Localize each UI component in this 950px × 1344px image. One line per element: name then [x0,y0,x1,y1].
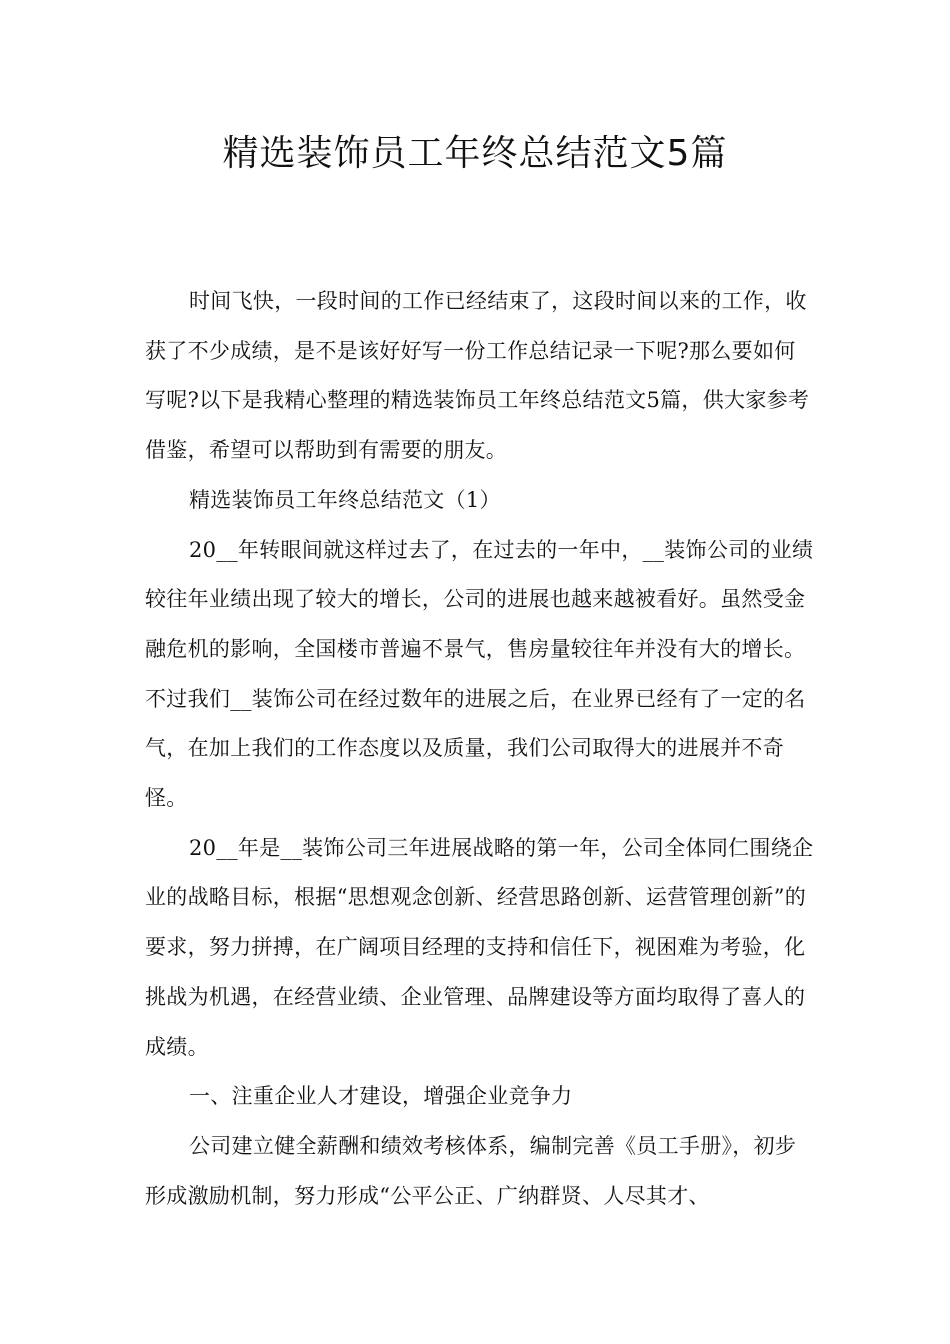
subsection-heading-1: 一、注重企业人才建设，增强企业竞争力 [189,1084,573,1109]
body-paragraph-3: 公司建立健全薪酬和绩效考核体系，编制完善《员工手册》，初步形成激励机制，努力形成“公平公正、广纳群贤、人尽其才、 [145,1133,797,1208]
body-paragraph-2: 20__年是__装饰公司三年进展战略的第一年，公司全体同仁围绕企业的战略目标，根据“思想观念创新、经营思路创新、运营管理创新”的要求，努力拼搏，在广阔项目经理的支持和信任下，视困难为考验，化挑战为机遇，在经营业绩、企业管理、品牌建设等方面均取得了喜人的成绩。 [145,835,814,1059]
section-heading-1: 精选装饰员工年终总结范文（1） [189,487,501,512]
document-title: 精选装饰员工年终总结范文5篇 [222,133,728,174]
body-paragraph-1: 20__年转眼间就这样过去了，在过去的一年中，__装饰公司的业绩较往年业绩出现了较大的增长，公司的进展也越来越被看好。虽然受金融危机的影响，全国楼市普遍不景气，售房量较往年并没有大的增长。不过我们__装饰公司在经过数年的进展之后，在业界已经有了一定的名气，在加上我们的工作态度以及质量，我们公司取得大的进展并不奇怪。 [145,537,814,811]
intro-paragraph: 时间飞快，一段时间的工作已经结束了，这段时间以来的工作，收获了不少成绩，是不是该好好写一份工作总结记录一下呢?那么要如何写呢?以下是我精心整理的精选装饰员工年终总结范文5篇，供大家参考借鉴，希望可以帮助到有需要的朋友。 [145,289,810,463]
document-body [145,277,815,1221]
